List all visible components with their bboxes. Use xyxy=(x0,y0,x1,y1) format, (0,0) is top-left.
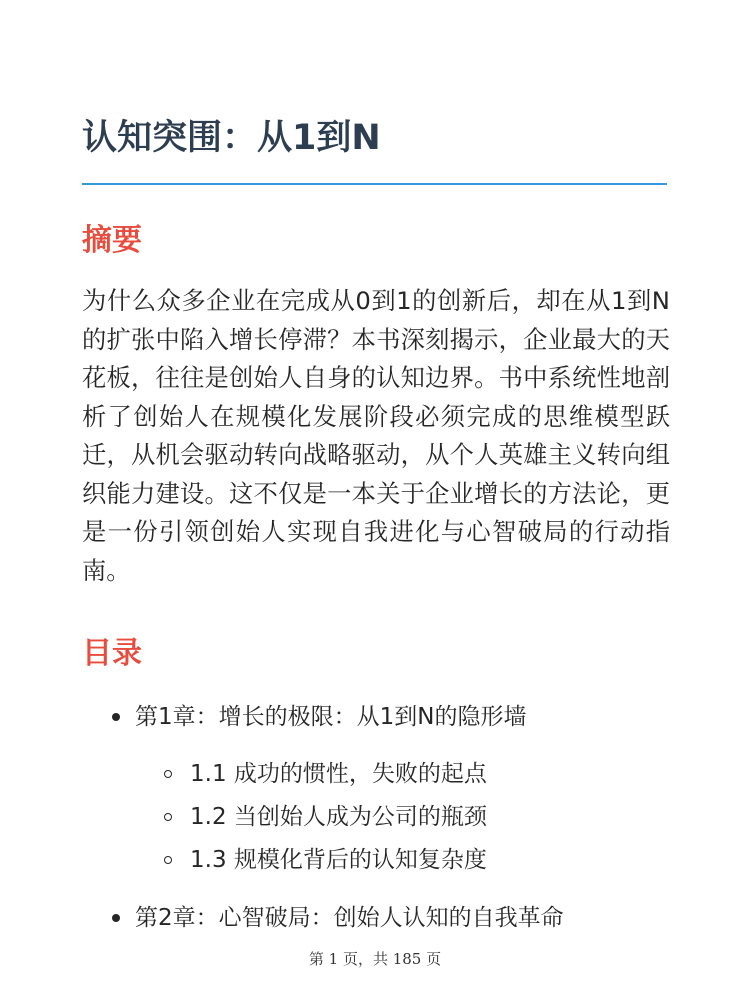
abstract-heading: 摘要 xyxy=(82,223,142,258)
abstract-paragraph: 为什么众多企业在完成从0到1的创新后，却在从1到N的扩张中陷入增长停滞？本书深刻揭示，企业最大的天花板，往往是创始人自身的认知边界。书中系统性地剖析了创始人在规模化发展阶段必须完成的思维模型跃迁，从机会驱动转向战略驱动，从个人英雄主义转向组织能力建设。这不仅是一本关于企业增长的方法论，更是一份引领创始人实现自我进化与心智破局的行动指南。 xyxy=(82,286,670,585)
toc-heading: 目录 xyxy=(82,636,142,671)
title-divider xyxy=(82,183,667,185)
toc-section-label[interactable]: 1.1 成功的惯性，失败的起点 xyxy=(190,761,487,787)
page-number-footer: 第 1 页，共 185 页 xyxy=(308,950,442,968)
toc-chapter-label[interactable]: 第1章：增长的极限：从1到N的隐形墙 xyxy=(135,704,527,730)
toc-chapter-label[interactable]: 第2章：心智破局：创始人认知的自我革命 xyxy=(135,905,564,931)
bullet-circle-icon xyxy=(164,856,172,864)
toc-section-label[interactable]: 1.3 规模化背后的认知复杂度 xyxy=(190,847,487,873)
bullet-circle-icon xyxy=(164,813,172,821)
document-title: 认知突围：从1到N xyxy=(82,118,381,158)
bullet-dot-icon xyxy=(112,914,120,922)
bullet-circle-icon xyxy=(164,770,172,778)
bullet-dot-icon xyxy=(112,713,120,721)
toc-section-label[interactable]: 1.2 当创始人成为公司的瓶颈 xyxy=(190,804,487,830)
